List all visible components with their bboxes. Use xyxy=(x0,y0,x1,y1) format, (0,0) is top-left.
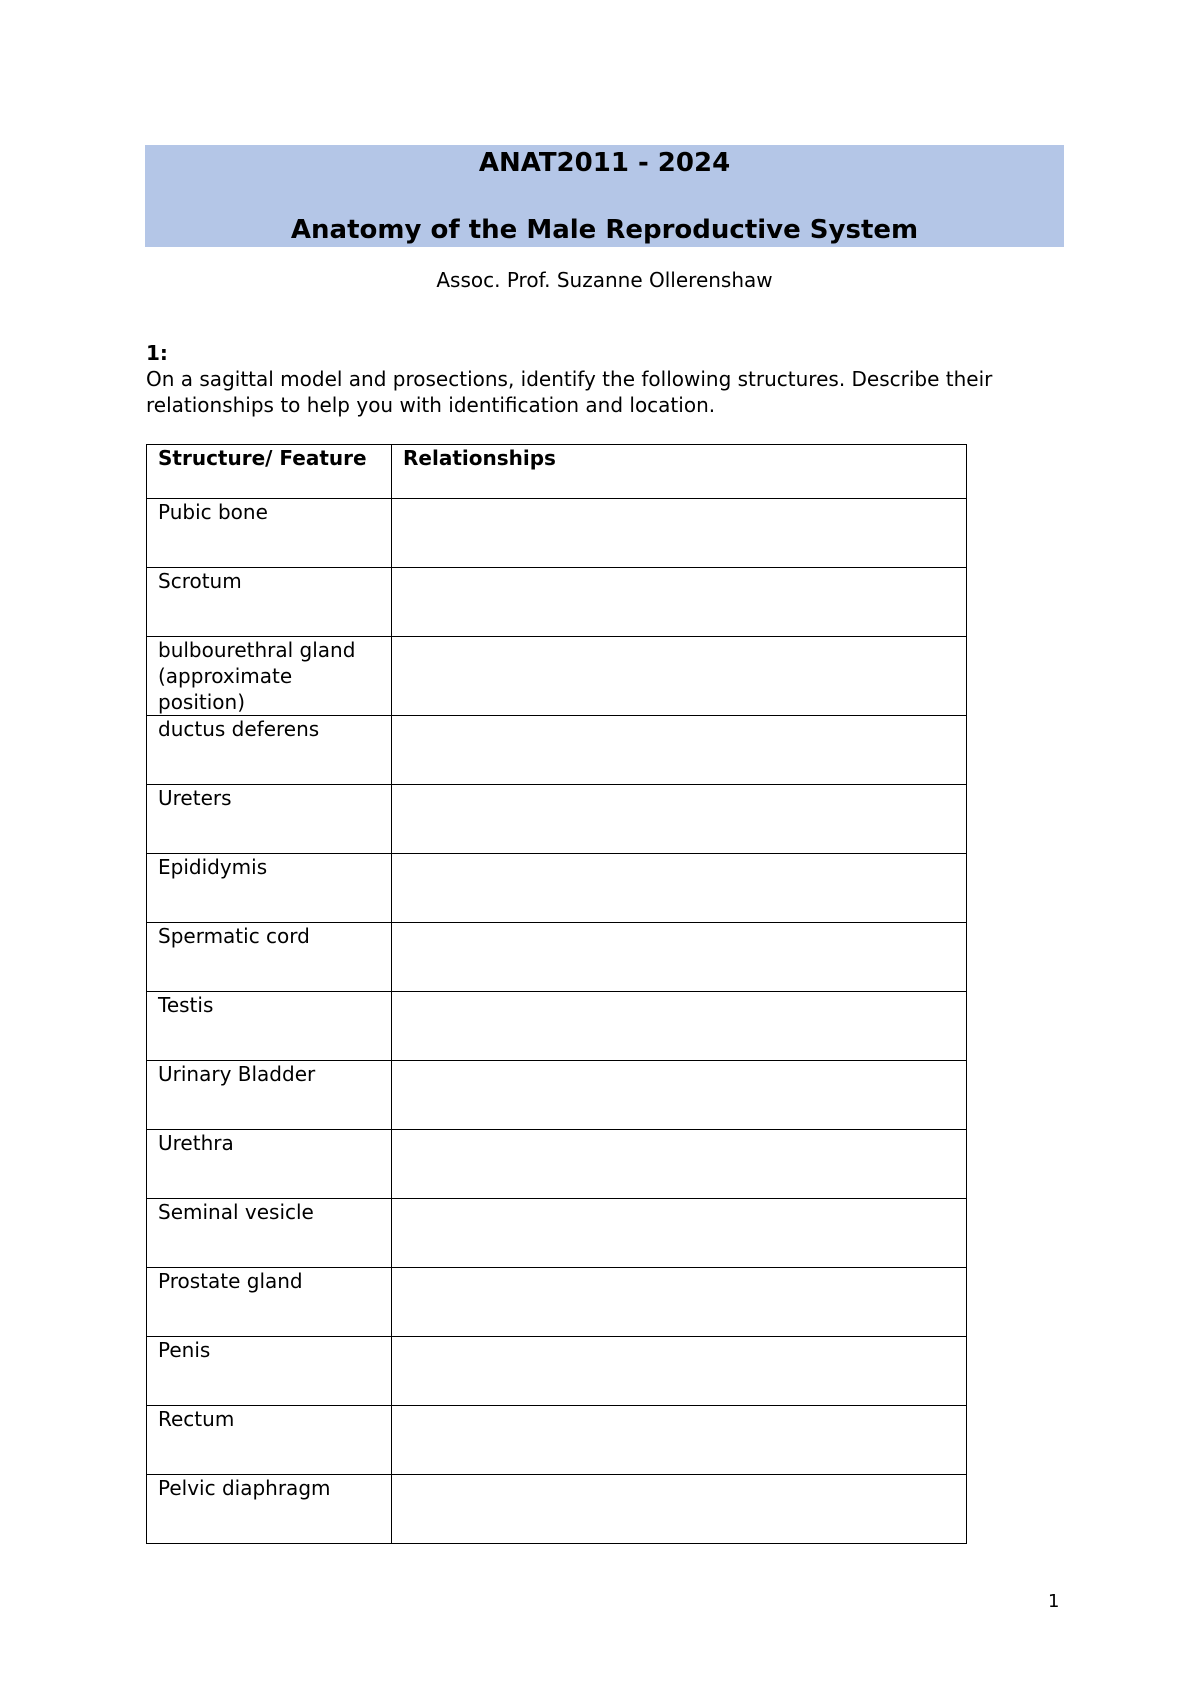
relationships-cell[interactable] xyxy=(392,1268,967,1337)
relationships-cell[interactable] xyxy=(392,1061,967,1130)
table-row xyxy=(147,1475,967,1544)
author-line: Assoc. Prof. Suzanne Ollerenshaw xyxy=(436,268,773,292)
table-row xyxy=(147,1268,967,1337)
relationships-cell[interactable] xyxy=(392,1199,967,1268)
relationships-cell[interactable] xyxy=(392,854,967,923)
structure-cell: Rectum xyxy=(147,1406,392,1475)
column-header-structure: Structure/ Feature xyxy=(147,445,392,499)
structure-cell: Scrotum xyxy=(147,568,392,637)
question-text: On a sagittal model and prosections, identify the following structures. Describe their relationships to help you with identification and location. xyxy=(146,367,993,417)
course-code: ANAT2011 - 2024 xyxy=(478,148,731,178)
structure-cell: Urinary Bladder xyxy=(147,1061,392,1130)
table-row xyxy=(147,499,967,568)
structure-cell: Ureters xyxy=(147,785,392,854)
structure-cell: Pelvic diaphragm xyxy=(147,1475,392,1544)
relationships-cell[interactable] xyxy=(392,499,967,568)
structure-cell: bulbourethral gland (approximate position) xyxy=(147,637,392,716)
question-number: 1: xyxy=(146,341,168,365)
page-number: 1 xyxy=(1048,1591,1060,1612)
structures-table xyxy=(146,444,967,1544)
structure-cell: Pubic bone xyxy=(147,499,392,568)
structure-cell: Epididymis xyxy=(147,854,392,923)
structure-cell: ductus deferens xyxy=(147,716,392,785)
structure-cell: Seminal vesicle xyxy=(147,1199,392,1268)
structure-cell: Spermatic cord xyxy=(147,923,392,992)
relationships-cell[interactable] xyxy=(392,923,967,992)
relationships-cell[interactable] xyxy=(392,992,967,1061)
structure-cell: Urethra xyxy=(147,1130,392,1199)
table-row xyxy=(147,716,967,785)
relationships-cell[interactable] xyxy=(392,785,967,854)
table-row xyxy=(147,568,967,637)
table-row xyxy=(147,637,967,716)
table-row xyxy=(147,1130,967,1199)
column-header-relationships: Relationships xyxy=(392,445,967,499)
structure-cell: Testis xyxy=(147,992,392,1061)
table-row xyxy=(147,1406,967,1475)
table-row xyxy=(147,923,967,992)
relationships-cell[interactable] xyxy=(392,716,967,785)
table-row xyxy=(147,1061,967,1130)
relationships-cell[interactable] xyxy=(392,1406,967,1475)
table-row xyxy=(147,1337,967,1406)
table-header-row xyxy=(147,445,967,499)
relationships-cell[interactable] xyxy=(392,1337,967,1406)
structure-cell: Penis xyxy=(147,1337,392,1406)
table-row xyxy=(147,992,967,1061)
table-row xyxy=(147,854,967,923)
table-row xyxy=(147,1199,967,1268)
relationships-cell[interactable] xyxy=(392,1130,967,1199)
document-title: Anatomy of the Male Reproductive System xyxy=(290,215,919,245)
structure-cell: Prostate gland xyxy=(147,1268,392,1337)
table-row xyxy=(147,785,967,854)
relationships-cell[interactable] xyxy=(392,637,967,716)
relationships-cell[interactable] xyxy=(392,1475,967,1544)
relationships-cell[interactable] xyxy=(392,568,967,637)
